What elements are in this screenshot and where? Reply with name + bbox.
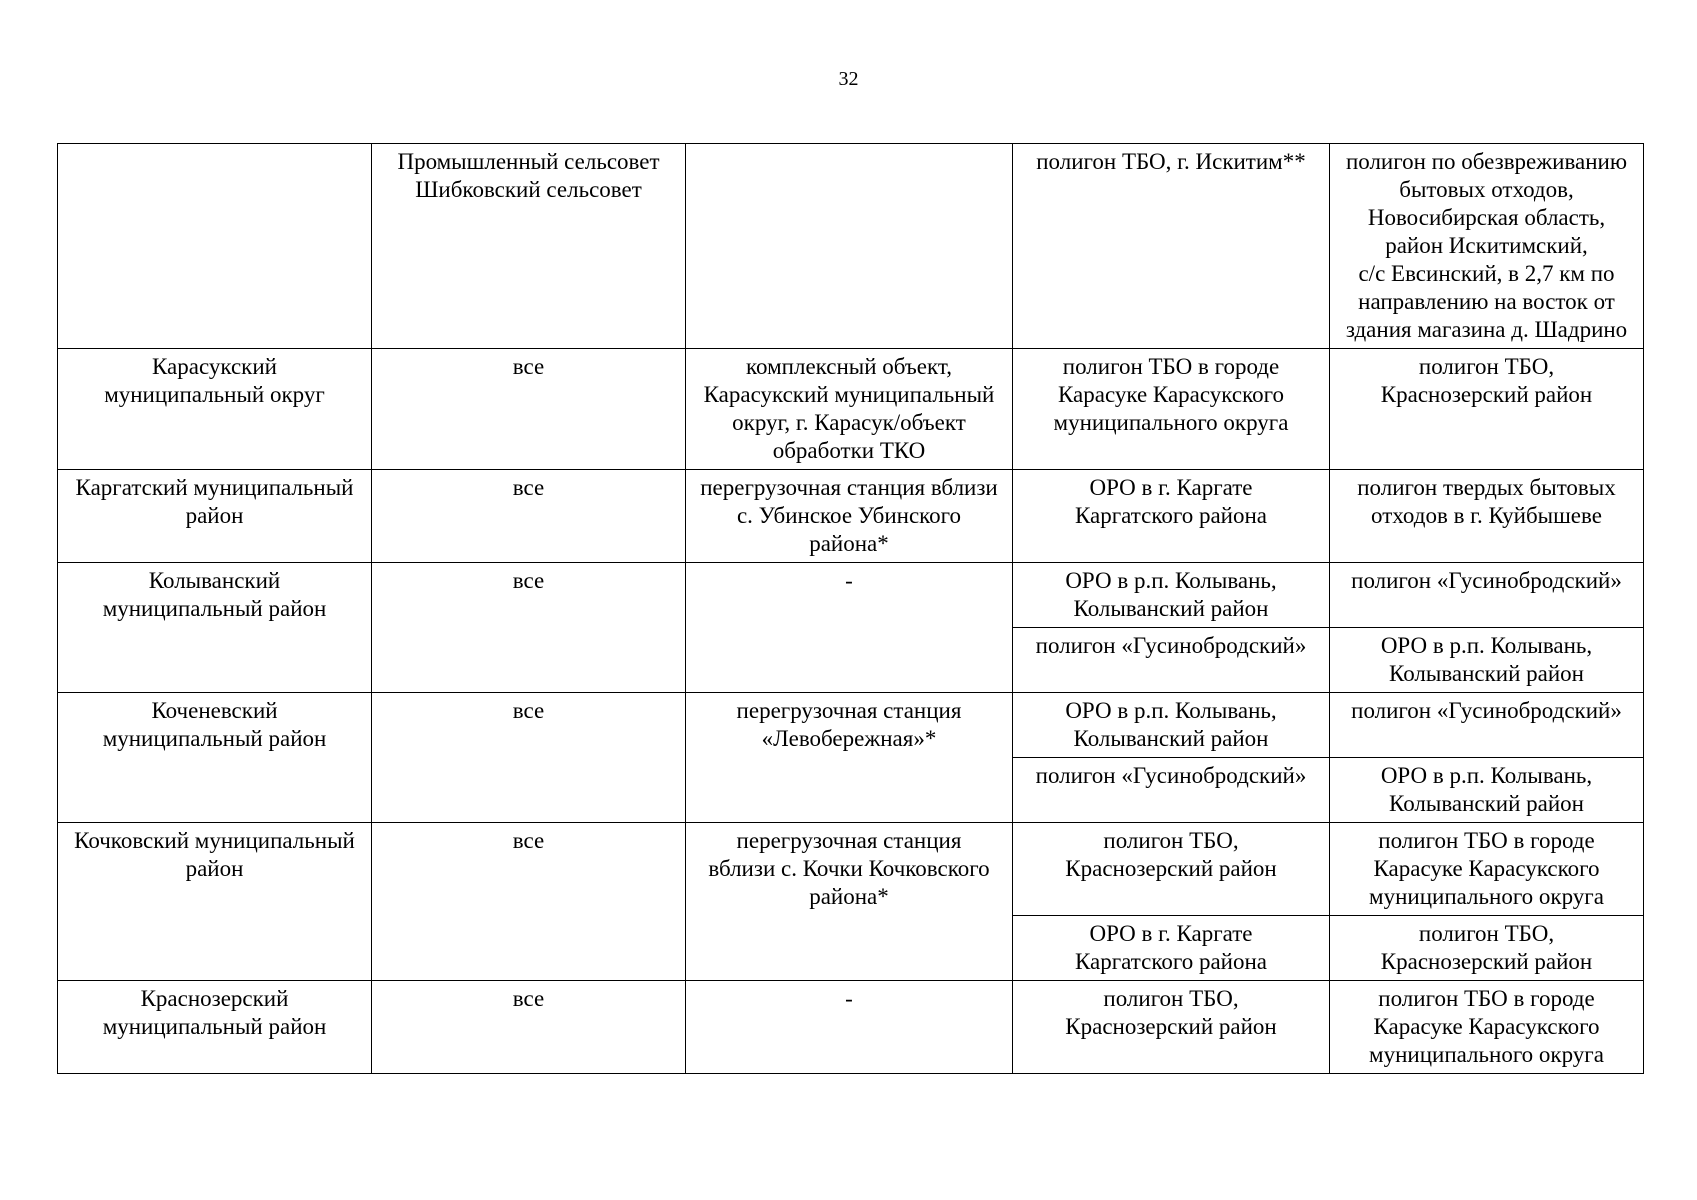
transfer-station-cell: -	[686, 563, 1013, 693]
primary-facility-cell: полигон «Гусинобродский»	[1013, 758, 1330, 823]
table-row	[58, 823, 1644, 916]
primary-facility-cell: ОРО в г. Каргате Каргатского района	[1013, 916, 1330, 981]
reserve-facility-cell: полигон «Гусинобродский»	[1330, 693, 1644, 758]
primary-facility-cell: полигон «Гусинобродский»	[1013, 628, 1330, 693]
district-cell: Краснозерский муниципальный район	[58, 981, 372, 1074]
primary-facility-cell: полигон ТБО, Краснозерский район	[1013, 823, 1330, 916]
district-cell	[58, 144, 372, 349]
table-row	[58, 349, 1644, 470]
settlements-cell: все	[372, 349, 686, 470]
reserve-facility-cell: полигон ТБО в городе Карасуке Карасукского муниципального округа	[1330, 823, 1644, 916]
transfer-station-cell: перегрузочная станция вблизи с. Убинское Убинского района*	[686, 470, 1013, 563]
district-cell: Кочковский муниципальный район	[58, 823, 372, 981]
reserve-facility-cell: полигон ТБО в городе Карасуке Карасукского муниципального округа	[1330, 981, 1644, 1074]
settlements-cell: все	[372, 823, 686, 981]
primary-facility-cell: ОРО в р.п. Колывань, Колыванский район	[1013, 563, 1330, 628]
settlements-cell: все	[372, 981, 686, 1074]
table-row	[58, 981, 1644, 1074]
reserve-facility-cell: полигон по обезвреживанию бытовых отходов, Новосибирская область, район Искитимский, с/с Евсинский, в 2,7 км по направлению на восток от здания магазина д. Шадрино	[1330, 144, 1644, 349]
settlements-cell: все	[372, 693, 686, 823]
settlements-cell: Промышленный сельсовет Шибковский сельсовет	[372, 144, 686, 349]
page-number: 32	[838, 68, 859, 90]
waste-routing-table	[57, 143, 1644, 1074]
district-cell: Карасукский муниципальный округ	[58, 349, 372, 470]
transfer-station-cell: перегрузочная станция «Левобережная»*	[686, 693, 1013, 823]
primary-facility-cell: полигон ТБО в городе Карасуке Карасукского муниципального округа	[1013, 349, 1330, 470]
district-cell: Колыванский муниципальный район	[58, 563, 372, 693]
reserve-facility-cell: полигон твердых бытовых отходов в г. Куйбышеве	[1330, 470, 1644, 563]
primary-facility-cell: полигон ТБО, Краснозерский район	[1013, 981, 1330, 1074]
reserve-facility-cell: полигон «Гусинобродский»	[1330, 563, 1644, 628]
transfer-station-cell: перегрузочная станция вблизи с. Кочки Кочковского района*	[686, 823, 1013, 981]
reserve-facility-cell: полигон ТБО, Краснозерский район	[1330, 349, 1644, 470]
primary-facility-cell: полигон ТБО, г. Искитим**	[1013, 144, 1330, 349]
table-row	[58, 563, 1644, 628]
reserve-facility-cell: ОРО в р.п. Колывань, Колыванский район	[1330, 758, 1644, 823]
transfer-station-cell: -	[686, 981, 1013, 1074]
settlements-cell: все	[372, 563, 686, 693]
reserve-facility-cell: полигон ТБО, Краснозерский район	[1330, 916, 1644, 981]
table-row	[58, 144, 1644, 349]
transfer-station-cell: комплексный объект, Карасукский муниципальный округ, г. Карасук/объект обработки ТКО	[686, 349, 1013, 470]
transfer-station-cell	[686, 144, 1013, 349]
table-body	[58, 144, 1644, 1074]
primary-facility-cell: ОРО в г. Каргате Каргатского района	[1013, 470, 1330, 563]
district-cell: Коченевский муниципальный район	[58, 693, 372, 823]
district-cell: Каргатский муниципальный район	[58, 470, 372, 563]
table-row	[58, 470, 1644, 563]
table-row	[58, 693, 1644, 758]
primary-facility-cell: ОРО в р.п. Колывань, Колыванский район	[1013, 693, 1330, 758]
reserve-facility-cell: ОРО в р.п. Колывань, Колыванский район	[1330, 628, 1644, 693]
settlements-cell: все	[372, 470, 686, 563]
